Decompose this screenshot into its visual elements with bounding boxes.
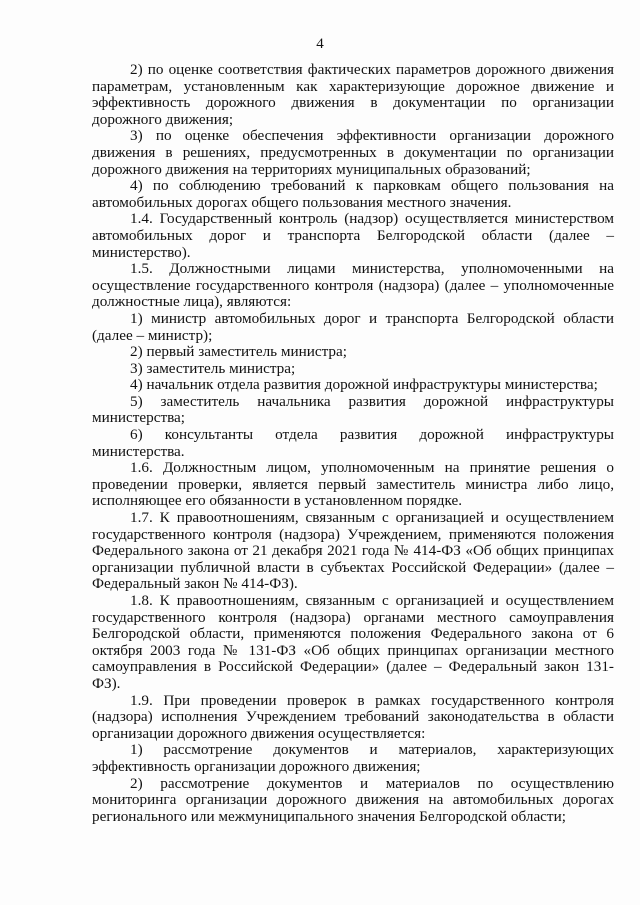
paragraph: 2) по оценке соответствия фактических параметров дорожного движения параметрам, установленным как характеризующие дорожное движение и эффективность дорожного движения в документации по организации дорожного движения; xyxy=(92,61,614,128)
paragraph: 1.4. Государственный контроль (надзор) осуществляется министерством автомобильных дорог и транспорта Белгородской области (далее – министерство). xyxy=(92,210,614,261)
paragraph: 4) по соблюдению требований к парковкам общего пользования на автомобильных дорогах общего пользования местного значения. xyxy=(92,177,614,211)
page-number: 4 xyxy=(316,36,324,52)
list-item: 2) рассмотрение документов и материалов по осуществлению мониторинга организации дорожного движения на автомобильных дорогах регионального или межмуниципального значения Белгородской области; xyxy=(92,774,614,825)
document-body xyxy=(92,62,614,825)
list-item: 5) заместитель начальника развития дорожной инфраструктуры министерства; xyxy=(92,392,614,427)
list-item: 3) заместитель министра; xyxy=(130,359,296,377)
list-item: 1) министр автомобильных дорог и транспорта Белгородской области (далее – министр); xyxy=(92,309,614,344)
paragraph: 3) по оценке обеспечения эффективности организации дорожного движения в решениях, предусмотренных в документации по организации дорожного движения на территориях муниципальных образований; xyxy=(92,127,614,178)
list-item: 6) консультанты отдела развития дорожной инфраструктуры министерства. xyxy=(92,426,614,460)
paragraph: 1.8. К правоотношениям, связанным с организацией и осуществлением государственного контроля (надзора) органами местного самоуправления Белгородской области, применяются положения Федерального закона от 6 октября 2003 года № 131-ФЗ «Об общих принципах организации местного самоуправления в Российской Федерации» (далее – Федеральный закон 131-ФЗ). xyxy=(92,592,614,692)
list-item: 4) начальник отдела развития дорожной инфраструктуры министерства; xyxy=(130,376,598,394)
paragraph: 1.6. Должностным лицом, уполномоченным на принятие решения о проведении проверки, является первый заместитель министра либо лицо, исполняющее его обязанности в установленном порядке. xyxy=(92,459,614,510)
list-item: 1) рассмотрение документов и материалов, характеризующих эффективность организации дорожного движения; xyxy=(92,741,614,775)
paragraph: 1.7. К правоотношениям, связанным с организацией и осуществлением государственного контроля (надзора) Учреждением, применяются положения Федерального закона от 21 декабря 2021 года № 414-ФЗ «Об общих принципах организации публичной власти в субъектах Российской Федерации» (далее – Федеральный закон № 414-ФЗ). xyxy=(92,509,614,593)
list-item: 2) первый заместитель министра; xyxy=(130,343,347,361)
paragraph: 1.9. При проведении проверок в рамках государственного контроля (надзора) исполнения Учреждением требований законодательства в области организации дорожного движения осуществляется: xyxy=(92,691,614,742)
paragraph: 1.5. Должностными лицами министерства, уполномоченными на осуществление государственного контроля (надзора) (далее – уполномоченные должностные лица), являются: xyxy=(92,260,614,311)
